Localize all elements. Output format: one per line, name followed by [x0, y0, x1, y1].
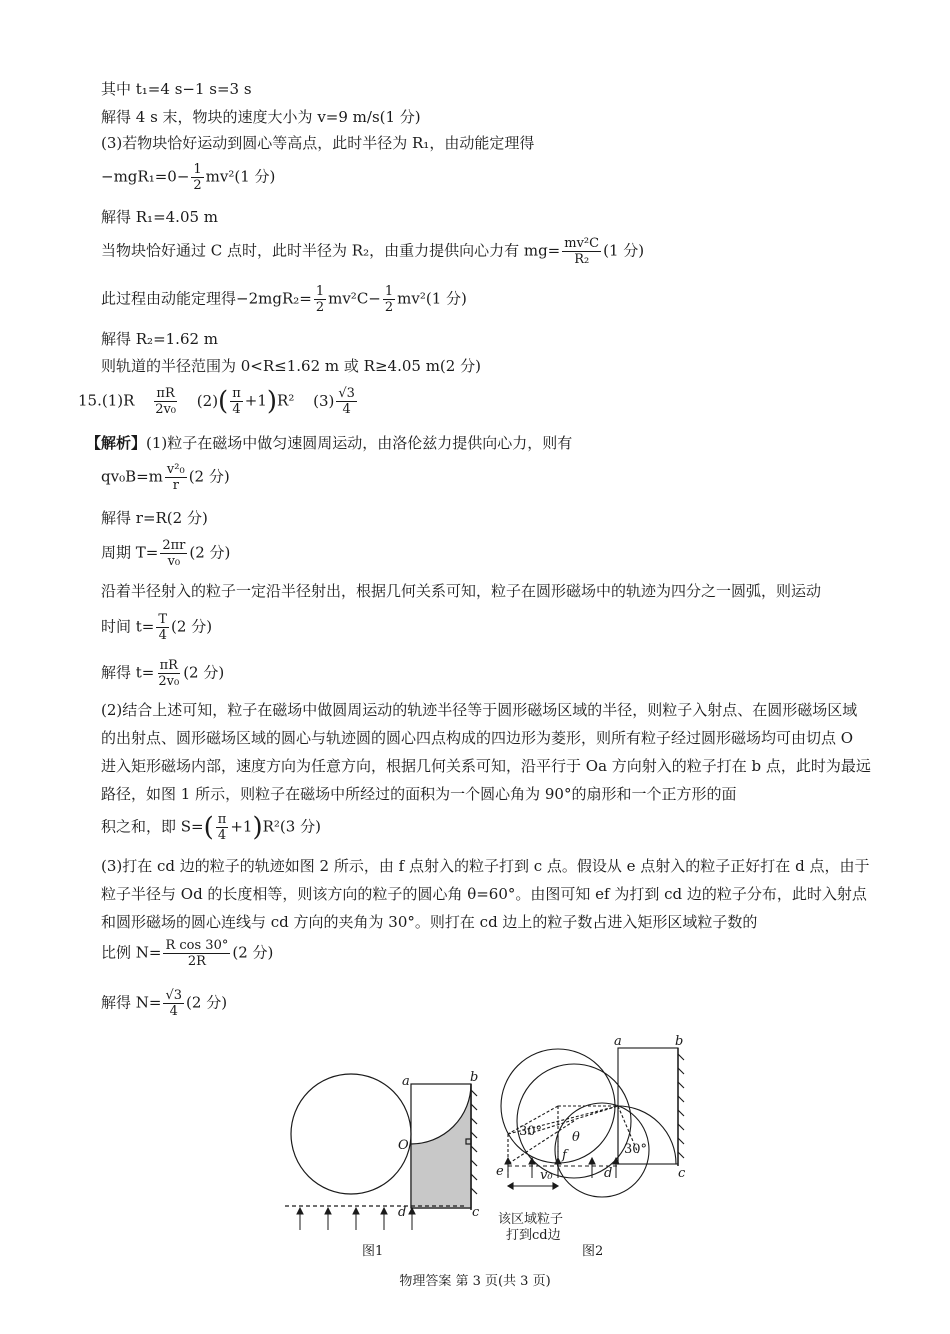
label-O: O	[398, 1138, 409, 1153]
hatching	[471, 1090, 477, 1194]
fraction: $\frac{T}{4}$	[158, 612, 168, 643]
label-e: e	[496, 1164, 504, 1179]
eq-part: (1 分)	[603, 241, 645, 260]
figure-1-caption: 图1	[362, 1244, 384, 1259]
text-line: 沿着半径射入的粒子一定沿半径射出，根据几何关系可知，粒子在圆形磁场中的轨迹为四分之一圆弧，则运动	[101, 582, 822, 600]
swept-area	[411, 1084, 471, 1208]
fraction: $\frac{√3}{4}$	[338, 386, 355, 417]
label-b: b	[470, 1070, 479, 1085]
text-line: 解得 4 s 末，物块的速度大小为 v=9 m/s(1 分)	[101, 108, 421, 126]
text-line: 则轨道的半径范围为 0<R≤1.62 m 或 R≥4.05 m(2 分)	[101, 357, 481, 375]
fraction: $\frac{\text{mv²C}}{\text{R₂}}$	[564, 236, 600, 267]
eq-part: mv²(1 分)	[205, 167, 276, 186]
figure-1	[280, 1070, 490, 1250]
label-b: b	[675, 1034, 684, 1049]
eq-part: 此过程由动能定理得−2mgR₂=	[101, 289, 312, 308]
fraction: $\frac{√3}{4}$	[165, 988, 183, 1019]
label-c: c	[678, 1166, 686, 1181]
fraction: $\frac{\pi}{4}$	[232, 386, 241, 417]
paragraph: (3)打在 cd 边的粒子的轨迹如图 2 所示，由 f 点射入的粒子打到 c 点。假设从 e 点射入的粒子正好打在 d 点，由于粒子半径与 Od 的长度相等，则该方向的粒子的圆心角 θ=60°。由图可知 ef 为打到 cd 边的粒子分布，此时入射点和圆形磁场的圆心连线与 cd 方向的夹角为 30°。则打在 cd 边上的粒子数占进入矩形区域粒子数的	[101, 857, 870, 931]
equation-line	[101, 162, 275, 193]
fraction: $\frac{2\pi r}{\text{v₀}}$	[162, 538, 186, 569]
label-d: d	[398, 1205, 407, 1220]
magnetic-field-circle	[291, 1074, 411, 1194]
figure-2-note: 打到cd边	[506, 1228, 561, 1243]
analysis-header: 【解析】(1)粒子在磁场中做匀速圆周运动，由洛伦兹力提供向心力，则有	[86, 434, 573, 452]
label-theta: θ	[572, 1130, 580, 1145]
equation-line: 解得 t= $\frac{\pi R}{\text{2v₀}}$ (2 分)	[101, 658, 225, 689]
eq-part: mv²C−	[328, 289, 381, 308]
page-footer: 物理答案 第 3 页(共 3 页)	[399, 1274, 551, 1289]
text-line: 解得 R₁=4.05 m	[101, 208, 219, 226]
equation-line	[101, 284, 467, 315]
fraction: $\frac{\pi R}{\text{2v₀}}$	[155, 386, 177, 417]
label-d: d	[604, 1166, 613, 1181]
fraction: $\frac{1}{2}$	[384, 284, 394, 315]
equation-line: qv₀B=m $\frac{\text{v²₀}}{r}$ (2 分)	[101, 462, 230, 493]
fraction: $\frac{\text{R cos 30°}}{2R}$	[165, 938, 229, 969]
label-v0: v₀	[540, 1168, 553, 1183]
equation-line: 时间 t= $\frac{T}{4}$ (2 分)	[101, 612, 213, 643]
equation-line: 周期 T= $\frac{2\pi r}{\text{v₀}}$ (2 分)	[101, 538, 231, 569]
text-line: 解得 r=R(2 分)	[101, 509, 208, 527]
text-line: (3)若物块恰好运动到圆心等高点，此时半径为 R₁，由动能定理得	[101, 134, 535, 152]
equation-line: 比例 N= $\frac{\text{R cos 30°}}{2R}$ (2 分)	[101, 938, 274, 969]
figure-2-caption: 图2	[582, 1244, 604, 1259]
equation-line: 积之和，即 S=( $\frac{\pi}{4}$ +1)R²(3 分)	[101, 812, 321, 843]
fraction: $\frac{\text{v²₀}}{r}$	[166, 462, 185, 493]
fraction: $\frac{1}{2}$	[315, 284, 325, 315]
label-30deg: 30°	[624, 1142, 648, 1157]
fraction: $\frac{1}{2}$	[193, 162, 202, 193]
eq-part: mv²(1 分)	[397, 289, 467, 308]
text-line: 解得 R₂=1.62 m	[101, 330, 219, 348]
fraction: $\frac{\pi}{4}$	[217, 812, 227, 843]
label-f: f	[562, 1148, 567, 1163]
label-a: a	[402, 1074, 410, 1089]
label-c: c	[472, 1205, 480, 1220]
answer-line-15: 15.(1)R $\frac{\pi R}{\text{2v₀}}$ (2)( $\frac{\pi}{4}$ +1)R² (3) $\frac{√3}{4}$	[78, 386, 355, 417]
equation-line: 解得 N= $\frac{√3}{4}$ (2 分)	[101, 988, 228, 1019]
eq-part: 当物块恰好通过 C 点时，此时半径为 R₂，由重力提供向心力有 mg=	[101, 241, 561, 260]
text-line: 其中 t₁=4 s−1 s=3 s	[101, 80, 252, 98]
fraction: $\frac{\pi R}{\text{2v₀}}$	[158, 658, 180, 689]
equation-line	[101, 236, 644, 267]
eq-part: −mgR₁=0−	[101, 167, 190, 186]
label-a: a	[614, 1034, 622, 1049]
figure-2-note: 该区域粒子	[498, 1212, 564, 1227]
label-30deg: 30°	[519, 1124, 543, 1139]
paragraph: (2)结合上述可知，粒子在磁场中做圆周运动的轨迹半径等于圆形磁场区域的半径，则粒子入射点、在圆形磁场区域的出射点、圆形磁场区域的圆心与轨迹圆的圆心四点构成的四边形为菱形，则所有粒子经过圆形磁场均可由切点 O 进入矩形磁场内部，速度方向为任意方向，根据几何关系可知，沿平行于 Oa 方向射入的粒子打在 b 点，此时为最远路径，如图 1 所示，则粒子在磁场中所经过的面积为一个圆心角为 90°的扇形和一个正方形的面	[101, 701, 871, 803]
hatching	[678, 1054, 684, 1158]
